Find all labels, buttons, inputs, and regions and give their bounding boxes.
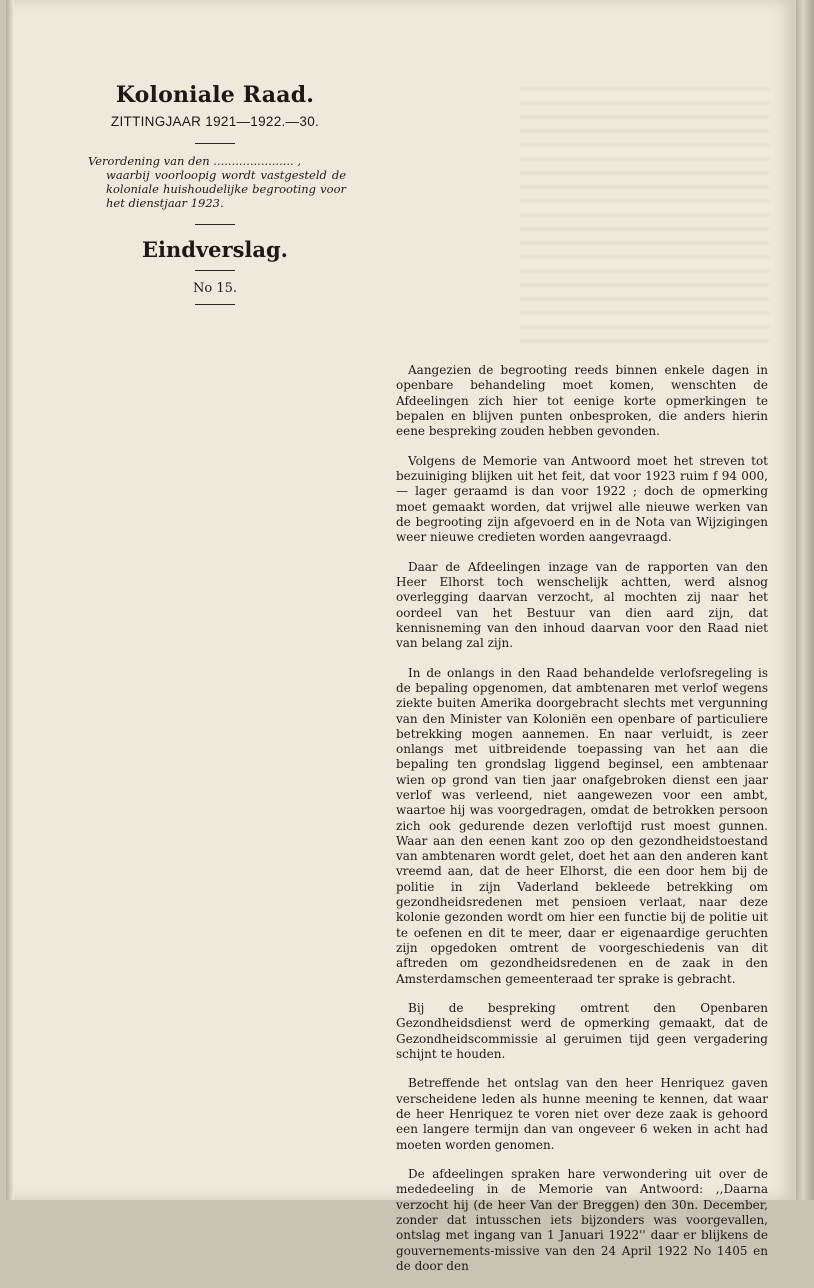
body-paragraph: Betreffende het ontslag van den heer Henriquez gaven verscheidene leden als hunne meening te kennen, dat waar de heer Henriquez te voren niet over deze zaak is gehoord een langere termijn dan van ongeveer 6 weken in acht had moeten worden genomen. bbox=[396, 1076, 768, 1152]
ordinance-description bbox=[88, 154, 346, 210]
body-paragraph: Daar de Afdeelingen inzage van de rapporten van den Heer Elhorst toch wenschelijk achtten, werd alsnog overlegging daarvan verzocht, al mochten zij naar het oordeel van het Bestuur van dien aard zijn, dat kennisneming van den inhoud daarvan voor den Raad niet van belang zal zijn. bbox=[396, 559, 768, 651]
header-divider bbox=[195, 270, 235, 271]
page-gutter-shadow bbox=[6, 0, 14, 1200]
header-divider bbox=[195, 304, 235, 305]
ordinance-first-line: Verordening van den ...................... , bbox=[88, 154, 302, 168]
body-paragraph: In de onlangs in den Raad behandelde verlofsregeling is de bepaling opgenomen, dat ambtenaren met verlof wegens ziekte buiten Amerika doorgebracht slechts met vergunning van den Minister van Koloniën een openbare of particuliere betrekking mogen aannemen. En naar verluidt, is zeer onlangs met uitbreidende toepassing van het aan die bepaling ten grondslag liggend beginsel, een ambtenaar wien op grond van tien jaar onafgebroken dienst een jaar verlof was verleend, niet aangewezen voor een ambt, waartoe hij was voorgedragen, omdat de betrokken persoon zich ook gedurende dezen verloftijd rust moest gunnen. Waar aan den eenen kant zoo op den gezondheidstoestand van ambtenaren wordt gelet, doet het aan den anderen kant vreemd aan, dat de heer Elhorst, die een door hem bij de politie in zijn Vaderland bekleede betrekking om gezondheidsredenen met pensioen verlaat, naar deze kolonie gezonden wordt om hier een functie bij de politie uit te oefenen en dit te meer, daar er eigenaardige geruchten zijn opgedoken omtrent de voorgeschiedenis van dit aftreden om gezondheidsredenen en de zaak in den Amsterdamschen gemeenteraad ter sprake is gebracht. bbox=[396, 665, 768, 986]
ordinance-continuation: waarbij voorloopig wordt vastgesteld de koloniale huishoudelijke begrooting voor het dienstjaar 1923. bbox=[106, 168, 346, 210]
body-paragraph: Aangezien de begrooting reeds binnen enkele dagen in openbare behandeling moet komen, wenschten de Afdeelingen zich hier tot eenige korte opmerkingen te bepalen en blijven punten onbesproken, die anders hierin eene bespreking zouden hebben gevonden. bbox=[396, 363, 768, 439]
document-number: No 15. bbox=[192, 281, 237, 296]
body-paragraph: Bij de bespreking omtrent den Openbaren Gezondheidsdienst werd de opmerking gemaakt, dat de Gezondheidscommissie al geruimen tijd geen vergadering schijnt te houden. bbox=[396, 1001, 768, 1061]
report-body bbox=[396, 363, 768, 1288]
document-header bbox=[84, 82, 346, 305]
session-year: ZITTINGJAAR 1921—1922.—30. bbox=[110, 114, 320, 129]
header-divider bbox=[195, 224, 235, 225]
body-paragraph: Volgens de Memorie van Antwoord moet het streven tot bezuiniging blijken uit het feit, dat voor 1923 ruim f 94 000,— lager geraamd is dan voor 1922 ; doch de opmerking moet gemaakt worden, dat vrijwel alle nieuwe werken van de begrooting zijn afgevoerd en in de Nota van Wijzigingen weer nieuwe credieten worden aangevraagd. bbox=[396, 453, 768, 545]
body-paragraph: De afdeelingen spraken hare verwondering uit over de mededeeling in de Memorie van Antwoord: ,,Daarna verzocht hij (de heer Van der Breggen) den 30n. December, zonder dat intusschen iets bijzonders was voorgevallen, ontslag met ingang van 1 Januari 1922'' daar er blijkens de gouvernements-missive van den 24 April 1922 No 1405 en de door den bbox=[396, 1167, 768, 1273]
report-title: Eindverslag. bbox=[142, 237, 288, 262]
bleed-through-text bbox=[520, 88, 770, 348]
header-divider bbox=[195, 143, 235, 144]
council-title: Koloniale Raad. bbox=[115, 82, 315, 108]
page-edge bbox=[796, 0, 814, 1200]
